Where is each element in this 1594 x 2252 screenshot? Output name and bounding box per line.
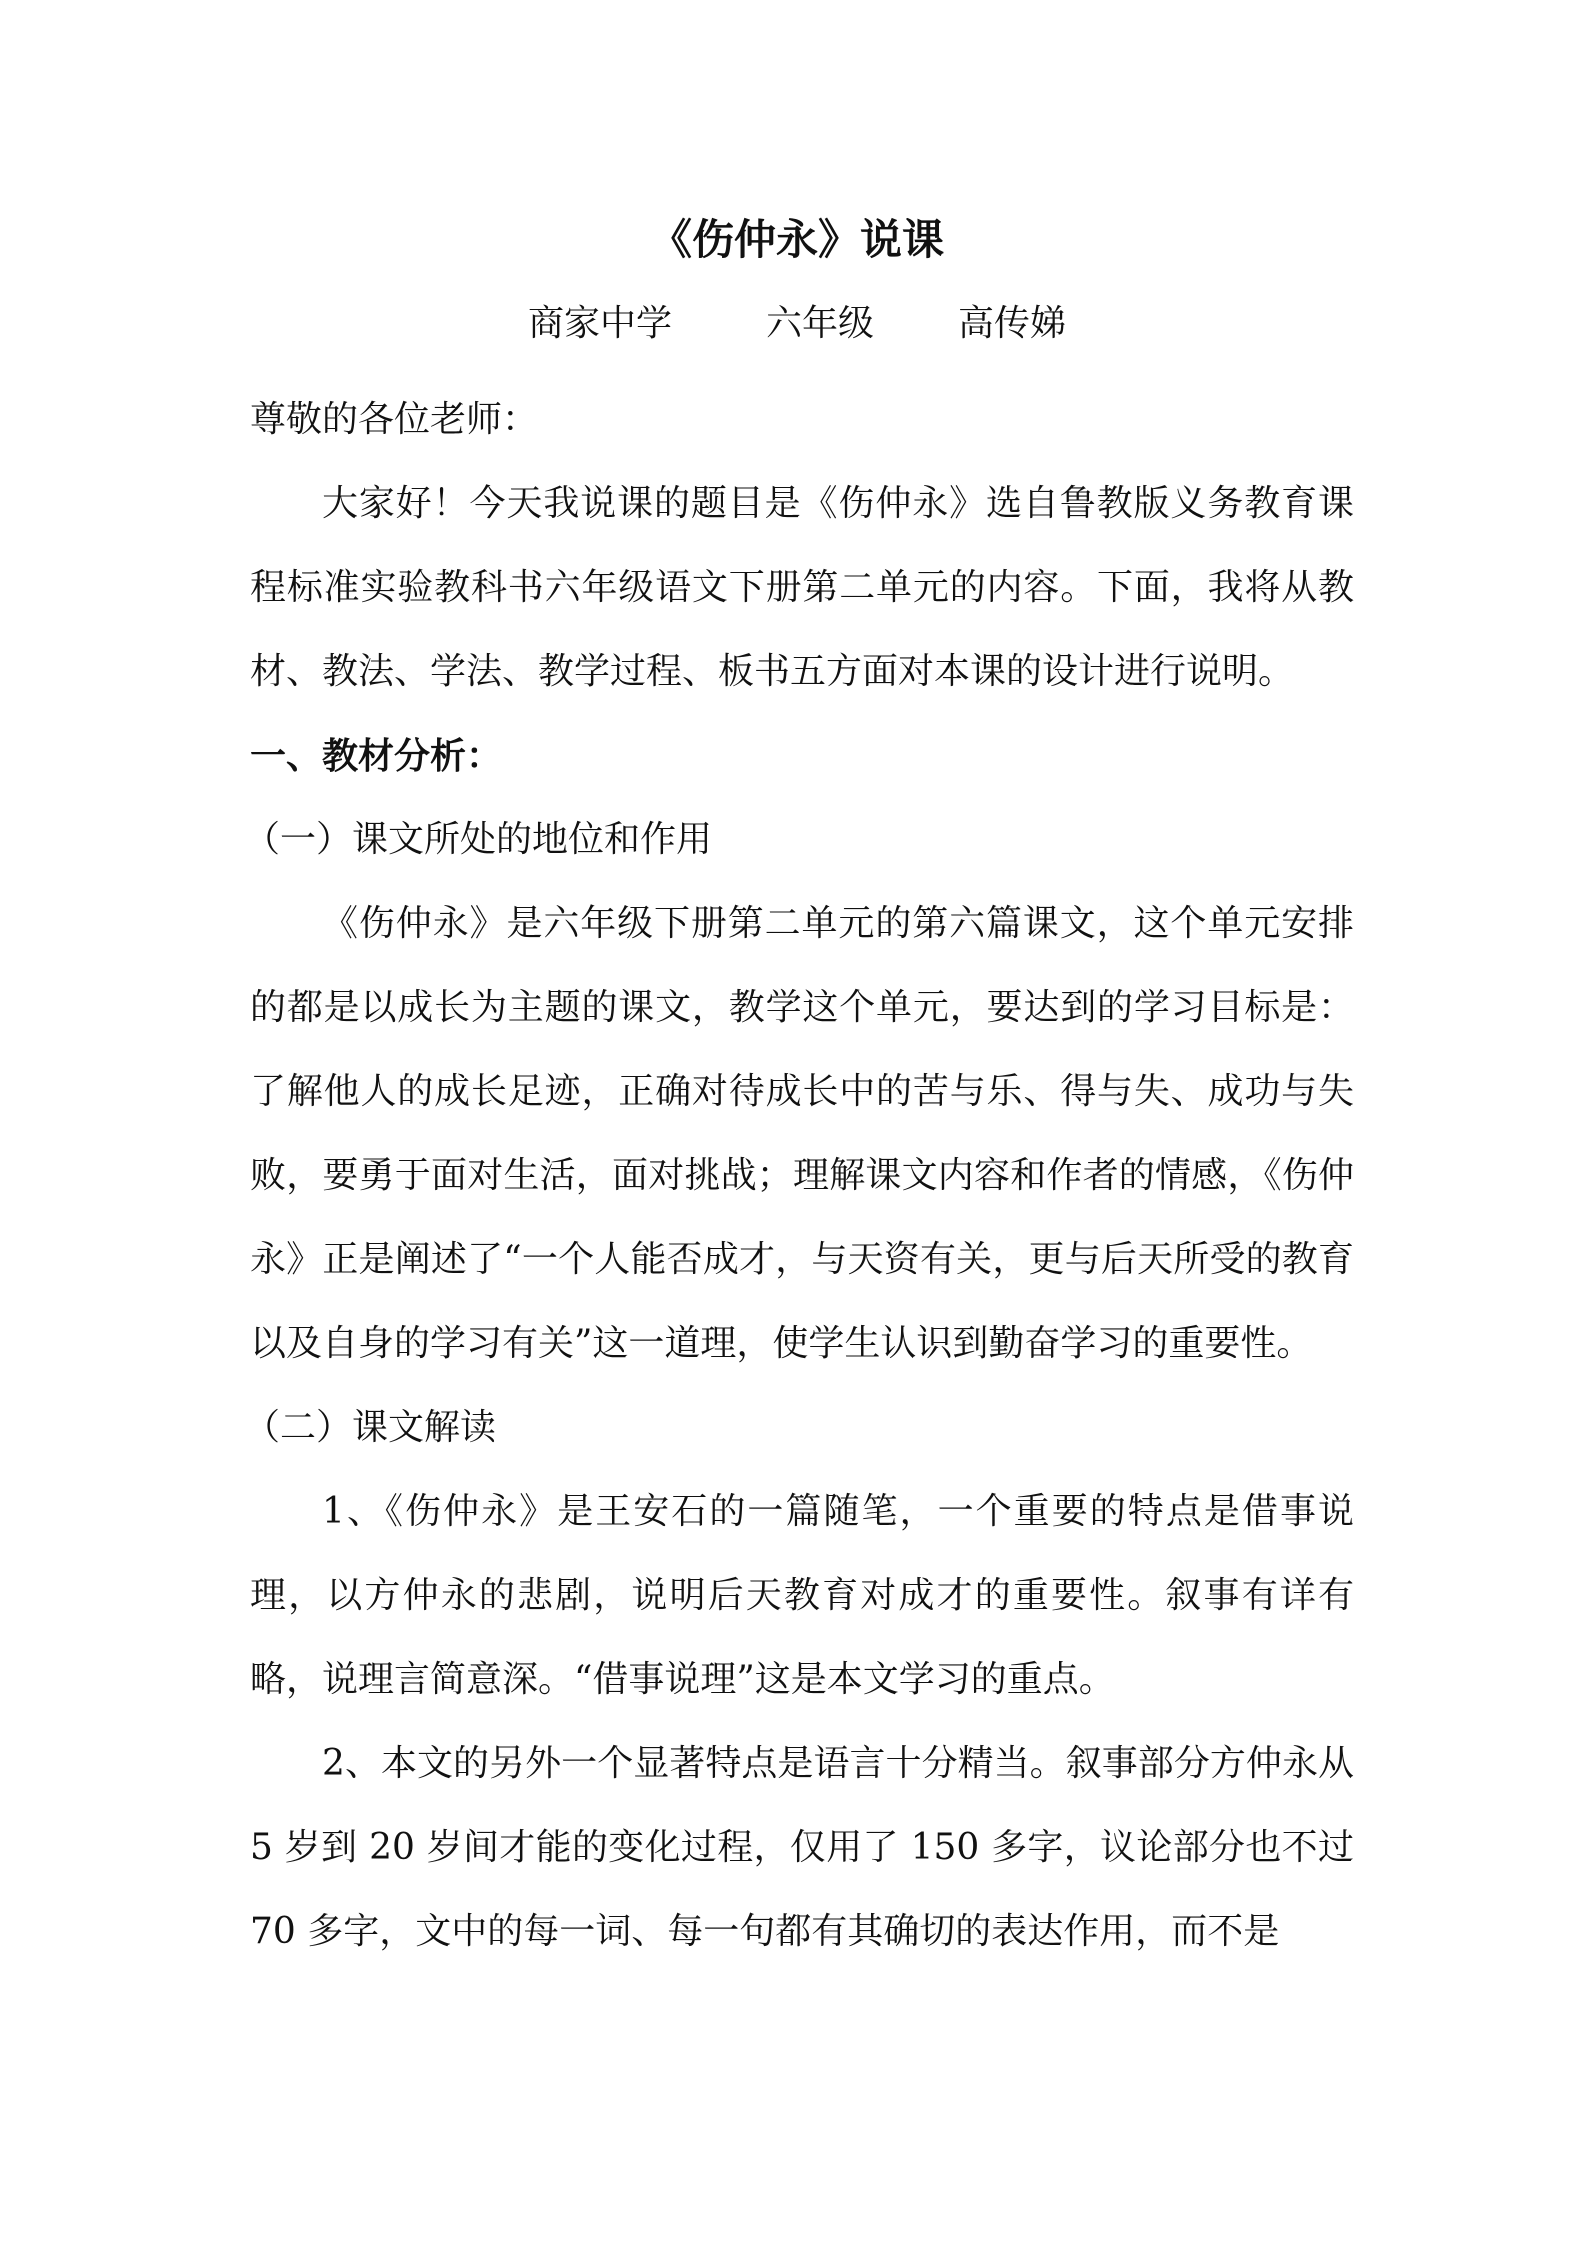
section-heading-materials-analysis: 一、教材分析： [250, 735, 503, 777]
subheading-status-and-role: （一）课文所处的地位和作用 [244, 819, 713, 860]
greeting: 尊敬的各位老师： [250, 399, 539, 440]
subheading-text-interpretation: （二）课文解读 [244, 1407, 497, 1448]
document-title: 《伤仲永》说课 [649, 215, 944, 264]
intro-paragraph: 大家好！今天我说课的题目是《伤仲永》选自鲁教版义务教育课程标准实验教科书六年级语文下册第二单元的内容。下面，我将从教材、教法、学法、教学过程、板书五方面对本课的设计进行说明。 [250, 483, 1354, 692]
status-and-role-paragraph: 《伤仲永》是六年级下册第二单元的第六篇课文，这个单元安排的都是以成长为主题的课文，教学这个单元，要达到的学习目标是：了解他人的成长足迹，正确对待成长中的苦与乐、得与失、成功与失败，要勇于面对生活，面对挑战；理解课文内容和作者的情感，《伤仲永》正是阐述了“一个人能否成才，与天资有关，更与后天所受的教育以及自身的学习有关”这一道理，使学生认识到勤奋学习的重要性。 [250, 903, 1354, 1364]
byline-author: 高传娣 [958, 303, 1067, 344]
document-body [244, 378, 1354, 1974]
interpretation-point-2: 2、本文的另外一个显著特点是语言十分精当。叙事部分方仲永从 5 岁到 20 岁间才能的变化过程，仅用了 150 多字，议论部分也不过 70 多字，文中的每一词、每一句都有其确切的表达作用，而不是 [250, 1743, 1354, 1952]
interpretation-point-1: 1、《伤仲永》是王安石的一篇随笔，一个重要的特点是借事说理，以方仲永的悲剧，说明后天教育对成才的重要性。叙事有详有略，说理言简意深。“借事说理”这是本文学习的重点。 [250, 1491, 1354, 1700]
byline [0, 294, 1594, 354]
byline-school: 商家中学 [528, 303, 673, 344]
byline-grade: 六年级 [766, 303, 875, 344]
